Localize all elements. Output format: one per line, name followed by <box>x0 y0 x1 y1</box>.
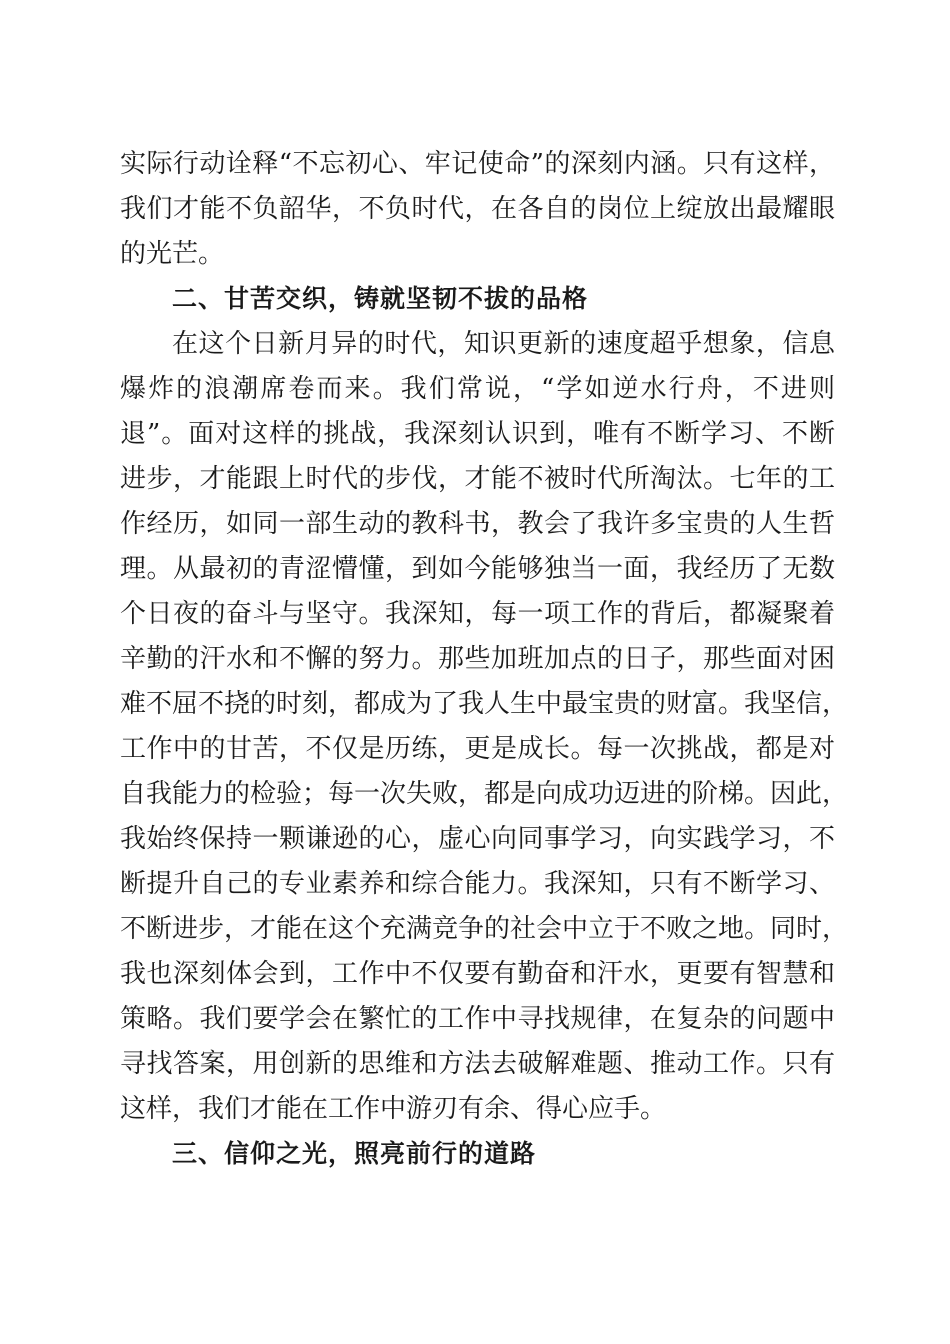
paragraph-line: 辛勤的汗水和不懈的努力。那些加班加点的日子，那些面对困 <box>120 644 835 674</box>
paragraph-line: 难不屈不挠的时刻，都成为了我人生中最宝贵的财富。我坚信， <box>120 689 849 719</box>
paragraph-line: 在这个日新月异的时代，知识更新的速度超乎想象，信息 <box>172 329 835 359</box>
paragraph-line: 爆炸的浪潮席卷而来。我们常说，“学如逆水行舟，不进则 <box>120 374 835 404</box>
paragraph-line: 个日夜的奋斗与坚守。我深知，每一项工作的背后，都凝聚着 <box>120 599 835 629</box>
paragraph-line: 不断进步，才能在这个充满竞争的社会中立于不败之地。同时， <box>120 914 849 944</box>
section-heading-2: 二、甘苦交织，铸就坚韧不拔的品格 <box>172 284 589 313</box>
paragraph-line: 我们才能不负韶华，不负时代，在各自的岗位上绽放出最耀眼 <box>120 194 835 224</box>
paragraph-line: 的光芒。 <box>120 239 225 269</box>
paragraph-line: 寻找答案，用创新的思维和方法去破解难题、推动工作。只有 <box>120 1049 835 1079</box>
paragraph-line: 我始终保持一颗谦逊的心，虚心向同事学习，向实践学习，不 <box>120 824 835 854</box>
paragraph-line: 退”。面对这样的挑战，我深刻认识到，唯有不断学习、不断 <box>120 419 835 449</box>
paragraph-line: 我也深刻体会到，工作中不仅要有勤奋和汗水，更要有智慧和 <box>120 959 835 989</box>
paragraph-line: 实际行动诠释“不忘初心、牢记使命”的深刻内涵。只有这样， <box>120 149 835 179</box>
paragraph-line: 作经历，如同一部生动的教科书，教会了我许多宝贵的人生哲 <box>120 509 835 539</box>
paragraph-line: 进步，才能跟上时代的步伐，才能不被时代所淘汰。七年的工 <box>120 464 835 494</box>
paragraph-line: 断提升自己的专业素养和综合能力。我深知，只有不断学习、 <box>120 869 835 899</box>
paragraph-line: 自我能力的检验；每一次失败，都是向成功迈进的阶梯。因此， <box>120 779 849 809</box>
paragraph-line: 这样，我们才能在工作中游刃有余、得心应手。 <box>120 1094 667 1124</box>
paragraph-line: 理。从最初的青涩懵懂，到如今能够独当一面，我经历了无数 <box>120 554 835 584</box>
section-heading-3: 三、信仰之光，照亮前行的道路 <box>172 1139 537 1168</box>
paragraph-line: 策略。我们要学会在繁忙的工作中寻找规律，在复杂的问题中 <box>120 1004 835 1034</box>
paragraph-line: 工作中的甘苦，不仅是历练，更是成长。每一次挑战，都是对 <box>120 734 835 764</box>
